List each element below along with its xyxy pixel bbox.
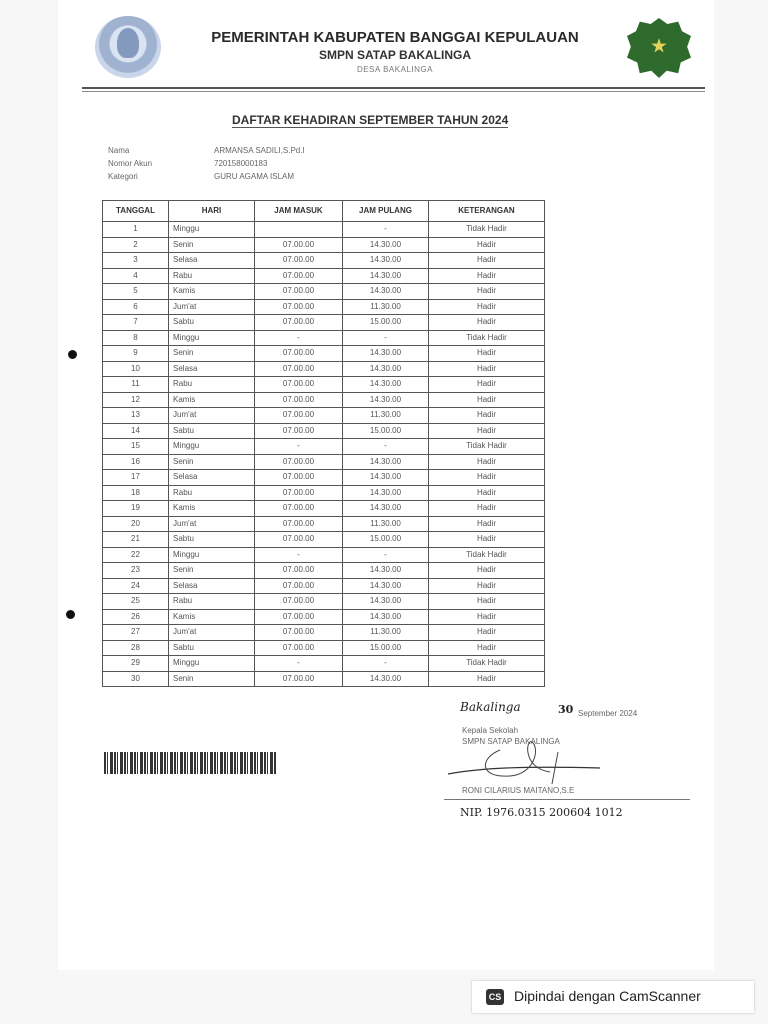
- header-rule: [82, 87, 705, 89]
- table-cell: Hadir: [429, 237, 545, 253]
- table-cell: 25: [103, 594, 169, 610]
- table-cell: 07.00.00: [255, 268, 343, 284]
- table-cell: Kamis: [169, 501, 255, 517]
- signature-place: Bakalinga: [460, 700, 521, 714]
- table-cell: 16: [103, 454, 169, 470]
- table-cell: 15.00.00: [343, 315, 429, 331]
- table-cell: Hadir: [429, 299, 545, 315]
- table-cell: 07.00.00: [255, 625, 343, 641]
- signature-day: 30: [558, 703, 574, 716]
- table-cell: 7: [103, 315, 169, 331]
- table-cell: Senin: [169, 454, 255, 470]
- table-cell: 11.30.00: [343, 625, 429, 641]
- table-row: [103, 237, 545, 253]
- table-cell: Kamis: [169, 609, 255, 625]
- table-row: [103, 470, 545, 486]
- table-cell: 17: [103, 470, 169, 486]
- table-row: [103, 315, 545, 331]
- table-cell: Sabtu: [169, 640, 255, 656]
- signature-name: RONI CILARIUS MAITANO,S.E: [462, 786, 575, 795]
- table-cell: 5: [103, 284, 169, 300]
- table-cell: Hadir: [429, 594, 545, 610]
- column-header: JAM MASUK: [255, 201, 343, 222]
- table-cell: Selasa: [169, 361, 255, 377]
- table-cell: Rabu: [169, 594, 255, 610]
- table-cell: Sabtu: [169, 315, 255, 331]
- table-cell: Senin: [169, 346, 255, 362]
- table-row: [103, 547, 545, 563]
- table-cell: Jum'at: [169, 625, 255, 641]
- table-cell: 14.30.00: [343, 253, 429, 269]
- table-cell: 30: [103, 671, 169, 687]
- table-cell: Hadir: [429, 454, 545, 470]
- table-cell: Sabtu: [169, 423, 255, 439]
- table-cell: Hadir: [429, 640, 545, 656]
- table-cell: 07.00.00: [255, 578, 343, 594]
- table-cell: 14.30.00: [343, 594, 429, 610]
- table-cell: 4: [103, 268, 169, 284]
- table-cell: -: [255, 439, 343, 455]
- table-row: [103, 640, 545, 656]
- table-cell: Hadir: [429, 671, 545, 687]
- column-header: HARI: [169, 201, 255, 222]
- header-village: DESA BAKALINGA: [357, 65, 433, 74]
- table-cell: Kamis: [169, 392, 255, 408]
- table-cell: 15: [103, 439, 169, 455]
- table-cell: 14.30.00: [343, 578, 429, 594]
- table-cell: -: [343, 656, 429, 672]
- table-cell: Jum'at: [169, 408, 255, 424]
- table-cell: 14.30.00: [343, 563, 429, 579]
- document-title: DAFTAR KEHADIRAN SEPTEMBER TAHUN 2024: [232, 113, 509, 127]
- table-cell: Senin: [169, 563, 255, 579]
- table-cell: Selasa: [169, 578, 255, 594]
- table-cell: 24: [103, 578, 169, 594]
- signature-role: Kepala Sekolah: [462, 726, 519, 735]
- table-cell: 07.00.00: [255, 423, 343, 439]
- table-cell: 18: [103, 485, 169, 501]
- table-cell: -: [343, 330, 429, 346]
- table-cell: 07.00.00: [255, 501, 343, 517]
- table-cell: 14.30.00: [343, 671, 429, 687]
- table-cell: Rabu: [169, 268, 255, 284]
- table-cell: 07.00.00: [255, 253, 343, 269]
- table-row: [103, 454, 545, 470]
- table-cell: 07.00.00: [255, 284, 343, 300]
- table-cell: Hadir: [429, 485, 545, 501]
- table-row: [103, 439, 545, 455]
- table-cell: Minggu: [169, 330, 255, 346]
- table-cell: Hadir: [429, 315, 545, 331]
- table-cell: 26: [103, 609, 169, 625]
- table-row: [103, 485, 545, 501]
- table-cell: 14.30.00: [343, 237, 429, 253]
- camscanner-text: Dipindai dengan CamScanner: [514, 988, 701, 1004]
- table-cell: 14.30.00: [343, 361, 429, 377]
- table-cell: 11.30.00: [343, 299, 429, 315]
- table-row: [103, 609, 545, 625]
- table-cell: Kamis: [169, 284, 255, 300]
- table-cell: 20: [103, 516, 169, 532]
- table-cell: Hadir: [429, 361, 545, 377]
- table-row: [103, 361, 545, 377]
- table-cell: 07.00.00: [255, 516, 343, 532]
- column-header: KETERANGAN: [429, 201, 545, 222]
- table-cell: 15.00.00: [343, 423, 429, 439]
- table-row: [103, 253, 545, 269]
- table-cell: Jum'at: [169, 516, 255, 532]
- table-cell: 14: [103, 423, 169, 439]
- table-row: [103, 299, 545, 315]
- table-cell: Tidak Hadir: [429, 439, 545, 455]
- regency-emblem-icon: [95, 16, 161, 78]
- table-cell: Hadir: [429, 609, 545, 625]
- table-cell: Hadir: [429, 408, 545, 424]
- barcode-icon: [104, 752, 276, 774]
- table-cell: 14.30.00: [343, 346, 429, 362]
- column-header: JAM PULANG: [343, 201, 429, 222]
- punch-hole: [68, 350, 77, 359]
- table-row: [103, 578, 545, 594]
- table-cell: -: [343, 547, 429, 563]
- table-cell: Hadir: [429, 377, 545, 393]
- table-row: [103, 222, 545, 238]
- table-cell: 07.00.00: [255, 454, 343, 470]
- header-school: SMPN SATAP BAKALINGA: [318, 48, 471, 62]
- table-cell: 22: [103, 547, 169, 563]
- table-cell: -: [255, 656, 343, 672]
- table-cell: -: [255, 330, 343, 346]
- table-cell: Senin: [169, 671, 255, 687]
- table-cell: 1: [103, 222, 169, 238]
- table-cell: Hadir: [429, 501, 545, 517]
- table-cell: 23: [103, 563, 169, 579]
- table-row: [103, 377, 545, 393]
- table-cell: -: [343, 439, 429, 455]
- table-cell: 11.30.00: [343, 408, 429, 424]
- table-cell: 14.30.00: [343, 284, 429, 300]
- table-cell: 07.00.00: [255, 470, 343, 486]
- table-cell: Hadir: [429, 578, 545, 594]
- table-cell: 07.00.00: [255, 408, 343, 424]
- table-cell: 07.00.00: [255, 315, 343, 331]
- table-cell: 15.00.00: [343, 532, 429, 548]
- table-cell: 8: [103, 330, 169, 346]
- handwritten-signature: [440, 728, 610, 788]
- table-row: [103, 392, 545, 408]
- table-row: [103, 516, 545, 532]
- table-cell: Hadir: [429, 268, 545, 284]
- table-row: [103, 284, 545, 300]
- table-cell: [255, 222, 343, 238]
- header-rule-thin: [82, 91, 705, 92]
- table-cell: Tidak Hadir: [429, 330, 545, 346]
- table-row: [103, 408, 545, 424]
- table-cell: 07.00.00: [255, 377, 343, 393]
- signature-nip: NIP. 1976.0315 200604 1012: [460, 806, 623, 819]
- table-cell: 9: [103, 346, 169, 362]
- table-cell: 13: [103, 408, 169, 424]
- table-cell: -: [343, 222, 429, 238]
- info-label: Nomor Akun: [108, 159, 153, 168]
- table-cell: Hadir: [429, 392, 545, 408]
- attendance-table: [102, 200, 545, 687]
- signature-month-year: September 2024: [578, 709, 638, 718]
- table-cell: 11.30.00: [343, 516, 429, 532]
- table-cell: Rabu: [169, 377, 255, 393]
- table-cell: 21: [103, 532, 169, 548]
- table-cell: 12: [103, 392, 169, 408]
- table-cell: Hadir: [429, 532, 545, 548]
- table-cell: 07.00.00: [255, 237, 343, 253]
- table-cell: 3: [103, 253, 169, 269]
- table-cell: 07.00.00: [255, 640, 343, 656]
- table-cell: 07.00.00: [255, 346, 343, 362]
- table-row: [103, 423, 545, 439]
- table-row: [103, 656, 545, 672]
- table-cell: Sabtu: [169, 532, 255, 548]
- table-cell: 19: [103, 501, 169, 517]
- camscanner-icon: CS: [486, 989, 504, 1005]
- table-row: [103, 346, 545, 362]
- table-cell: 15.00.00: [343, 640, 429, 656]
- table-cell: Hadir: [429, 423, 545, 439]
- table-cell: 14.30.00: [343, 609, 429, 625]
- signature-rule: [444, 799, 690, 800]
- info-value: 720158000183: [214, 159, 268, 168]
- table-cell: 29: [103, 656, 169, 672]
- info-value: GURU AGAMA ISLAM: [214, 172, 295, 181]
- column-header: TANGGAL: [103, 201, 169, 222]
- signature-school: SMPN SATAP BAKALINGA: [462, 737, 560, 746]
- table-cell: 14.30.00: [343, 268, 429, 284]
- table-cell: Hadir: [429, 470, 545, 486]
- table-cell: 14.30.00: [343, 392, 429, 408]
- table-cell: Hadir: [429, 346, 545, 362]
- table-cell: 07.00.00: [255, 299, 343, 315]
- table-cell: Minggu: [169, 656, 255, 672]
- table-cell: Hadir: [429, 563, 545, 579]
- table-cell: 6: [103, 299, 169, 315]
- table-cell: Jum'at: [169, 299, 255, 315]
- table-cell: -: [255, 547, 343, 563]
- info-value: ARMANSA SADILI,S.Pd.I: [214, 146, 305, 155]
- info-label: Nama: [108, 146, 130, 155]
- info-label: Kategori: [108, 172, 138, 181]
- table-cell: Rabu: [169, 485, 255, 501]
- table-row: [103, 330, 545, 346]
- table-cell: Minggu: [169, 439, 255, 455]
- table-cell: Minggu: [169, 547, 255, 563]
- table-row: [103, 501, 545, 517]
- table-cell: 11: [103, 377, 169, 393]
- table-cell: 14.30.00: [343, 501, 429, 517]
- camscanner-watermark: [472, 981, 754, 1013]
- table-cell: 07.00.00: [255, 609, 343, 625]
- table-cell: 07.00.00: [255, 671, 343, 687]
- table-row: [103, 594, 545, 610]
- table-cell: 07.00.00: [255, 485, 343, 501]
- table-cell: 07.00.00: [255, 532, 343, 548]
- table-cell: Hadir: [429, 625, 545, 641]
- table-cell: 14.30.00: [343, 485, 429, 501]
- table-cell: 07.00.00: [255, 594, 343, 610]
- table-cell: Hadir: [429, 253, 545, 269]
- table-row: [103, 268, 545, 284]
- table-header-row: [103, 201, 545, 222]
- table-cell: 07.00.00: [255, 361, 343, 377]
- header-government: PEMERINTAH KABUPATEN BANGGAI KEPULAUAN: [211, 29, 579, 46]
- table-cell: Selasa: [169, 470, 255, 486]
- table-row: [103, 563, 545, 579]
- table-cell: Tidak Hadir: [429, 656, 545, 672]
- table-row: [103, 625, 545, 641]
- table-row: [103, 671, 545, 687]
- table-cell: 10: [103, 361, 169, 377]
- table-cell: Hadir: [429, 284, 545, 300]
- table-cell: 27: [103, 625, 169, 641]
- table-cell: Selasa: [169, 253, 255, 269]
- table-cell: 14.30.00: [343, 377, 429, 393]
- table-cell: Tidak Hadir: [429, 222, 545, 238]
- table-cell: Minggu: [169, 222, 255, 238]
- table-cell: Senin: [169, 237, 255, 253]
- table-cell: 28: [103, 640, 169, 656]
- table-cell: 07.00.00: [255, 563, 343, 579]
- table-cell: 07.00.00: [255, 392, 343, 408]
- table-row: [103, 532, 545, 548]
- table-cell: 14.30.00: [343, 470, 429, 486]
- attendance-rows: [103, 222, 545, 687]
- table-cell: Hadir: [429, 516, 545, 532]
- punch-hole: [66, 610, 75, 619]
- table-cell: 14.30.00: [343, 454, 429, 470]
- table-cell: Tidak Hadir: [429, 547, 545, 563]
- table-cell: 2: [103, 237, 169, 253]
